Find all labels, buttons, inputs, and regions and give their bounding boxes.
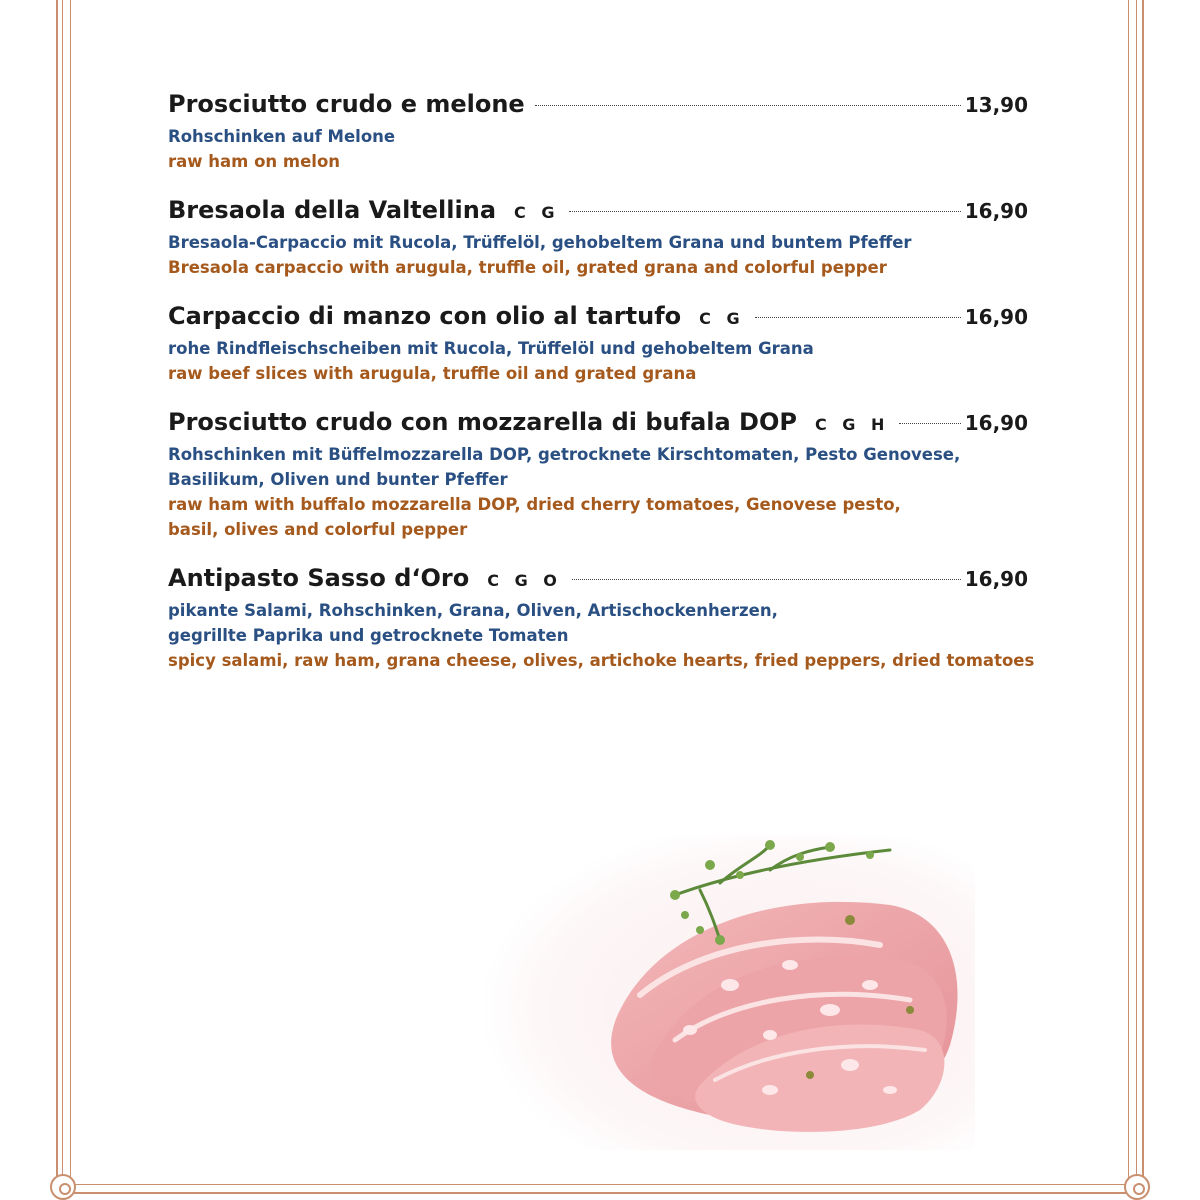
description-german: Rohschinken auf Melone [168, 127, 396, 146]
mortadella-photo [470, 835, 975, 1150]
menu-item-header [168, 196, 1028, 230]
menu-item-name: Antipasto Sasso d‘Oro [168, 564, 470, 592]
description-english: basil, olives and colorful pepper [168, 520, 468, 539]
menu-item-price: 16,90 [964, 199, 1028, 223]
menu-item-name: Bresaola della Valtellina [168, 196, 497, 224]
frame-bottom-outer [56, 1192, 1144, 1194]
description-english: spicy salami, raw ham, grana cheese, olives, artichoke hearts, fried peppers, dried tomatoes [168, 651, 1035, 670]
description-german: pikante Salami, Rohschinken, Grana, Oliven, Artischockenherzen, [168, 601, 778, 620]
dotted-leader [572, 579, 961, 580]
allergen-codes: C G O [487, 571, 562, 590]
corner-ornament-left-icon [50, 1174, 76, 1200]
frame-left-outer [56, 0, 58, 1186]
menu-item [168, 90, 1028, 174]
menu-item-price: 13,90 [964, 93, 1028, 117]
dotted-leader [899, 423, 960, 424]
allergen-codes: C G [514, 203, 560, 222]
menu-item-header [168, 302, 1028, 336]
menu-item-price: 16,90 [964, 411, 1028, 435]
frame-left-mid [62, 0, 63, 1186]
menu-item-name: Prosciutto crudo e melone [168, 90, 525, 118]
description-german: Rohschinken mit Büffelmozzarella DOP, getrocknete Kirschtomaten, Pesto Genovese, [168, 445, 961, 464]
description-english: Bresaola carpaccio with arugula, truffle oil, grated grana and colorful pepper [168, 258, 887, 277]
frame-right-outer [1142, 0, 1144, 1186]
description-german: Basilikum, Oliven und bunter Pfeffer [168, 470, 508, 489]
frame-right-mid [1136, 0, 1137, 1186]
allergen-codes: C G [699, 309, 745, 328]
description-english: raw beef slices with arugula, truffle oil and grated grana [168, 364, 697, 383]
frame-right-inner [1128, 0, 1129, 1186]
menu-item [168, 302, 1028, 386]
description-english: raw ham with buffalo mozzarella DOP, dried cherry tomatoes, Genovese pesto, [168, 495, 901, 514]
menu-item [168, 408, 1028, 542]
corner-ornament-right-icon [1124, 1174, 1150, 1200]
menu-item-price: 16,90 [964, 305, 1028, 329]
menu-item-price: 16,90 [964, 567, 1028, 591]
dotted-leader [569, 211, 960, 212]
menu-item-header [168, 90, 1028, 124]
menu-item-name: Prosciutto crudo con mozzarella di bufala DOP [168, 408, 797, 436]
menu-item-header [168, 408, 1028, 442]
description-german: Bresaola-Carpaccio mit Rucola, Trüffelöl, gehobeltem Grana und buntem Pfeffer [168, 233, 912, 252]
menu-item [168, 196, 1028, 280]
allergen-codes: C G H [814, 415, 890, 434]
description-german: rohe Rindfleischscheiben mit Rucola, Trüffelöl und gehobeltem Grana [168, 339, 814, 358]
menu-item [168, 564, 1035, 673]
frame-left-inner [70, 0, 71, 1186]
menu-item-name: Carpaccio di manzo con olio al tartufo [168, 302, 682, 330]
menu-list [168, 90, 1035, 695]
menu-item-header [168, 564, 1028, 598]
description-english: raw ham on melon [168, 152, 341, 171]
description-german: gegrillte Paprika und getrocknete Tomaten [168, 626, 569, 645]
dotted-leader [535, 105, 961, 106]
frame-bottom-inner [70, 1184, 1130, 1185]
dotted-leader [755, 317, 961, 318]
